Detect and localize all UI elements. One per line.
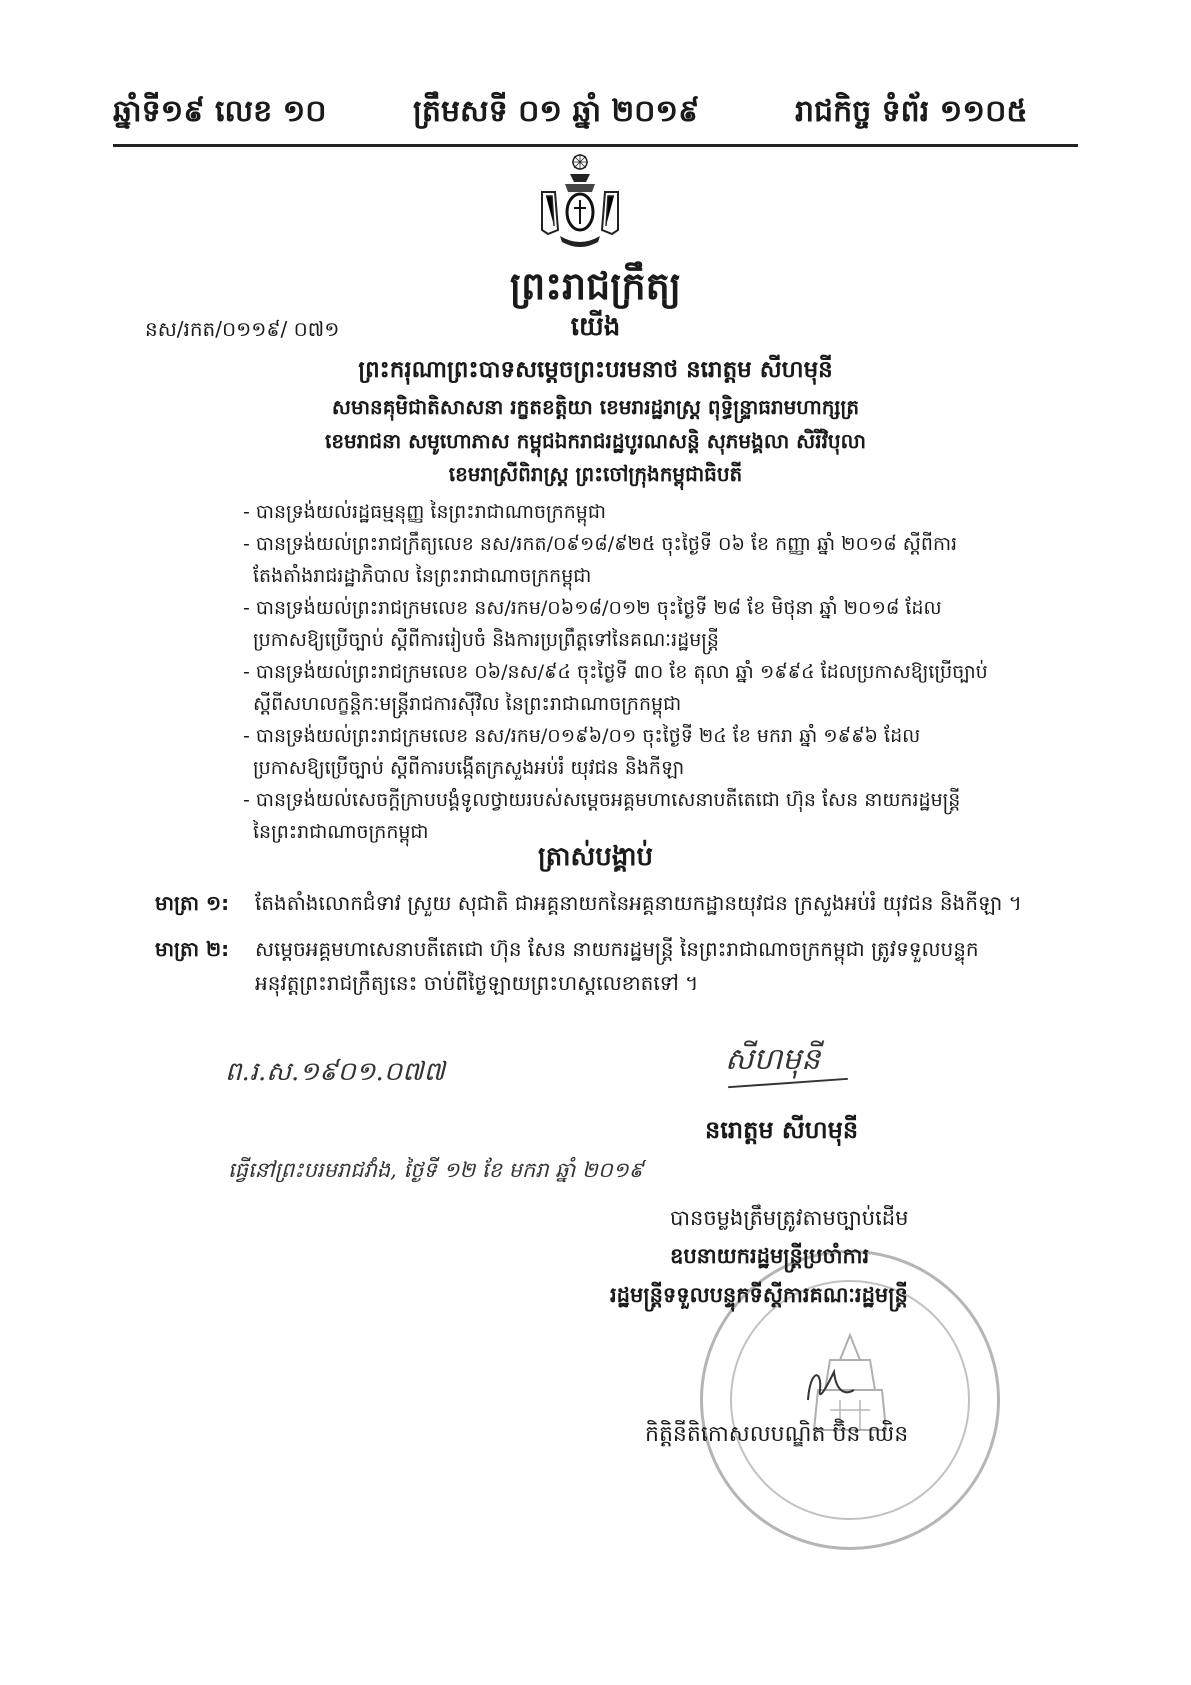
considerations-list — [243, 496, 1073, 848]
consideration-line: - បានទ្រង់យល់ព្រះរាជក្រមលេខ នស/រកម/០១៩៦/០១ ចុះថ្ងៃទី ២៤ ខែ មករា ឆ្នាំ ១៩៩៦ ដែល — [243, 725, 921, 747]
article-1 — [155, 886, 1022, 920]
consideration-item — [243, 528, 1073, 592]
royal-arms-emblem — [520, 152, 640, 252]
minister-signature — [800, 1360, 860, 1410]
consideration-line: តែងតាំងរាជរដ្ឋាភិបាល នៃព្រះរាជាណាចក្រកម្ពុជា — [253, 565, 592, 587]
minister-name: កិត្តិនីតិកោសលបណ្ឌិត ប៊ិន ឈិន — [645, 1422, 909, 1447]
handwritten-registration-number: ព.រ.ស.១៩០១.០៧៧ — [225, 1057, 445, 1087]
consideration-item — [243, 720, 1073, 784]
article-line: អនុវត្តព្រះរាជក្រឹត្យនេះ ចាប់ពីថ្ងៃឡាយព្រះហស្តលេខាតទៅ ។ — [255, 971, 699, 995]
place-and-date: ធ្វើនៅព្រះបរមរាជវាំង, ថ្ងៃទី ១២ ខែ មករា ឆ្នាំ ២០១៩ — [228, 1158, 644, 1182]
consideration-line: - បានទ្រង់យល់ព្រះរាជក្រមលេខ ០៦/នស/៩៤ ចុះថ្ងៃទី ៣០ ខែ តុលា ឆ្នាំ ១៩៩៤ ដែលប្រកាសឱ្យប្រើច្បាប់ — [243, 661, 988, 683]
article-label: មាត្រា ១: — [155, 891, 230, 915]
consideration-line: ប្រកាសឱ្យប្រើច្បាប់ ស្តីពីការបង្កើតក្រសួងអប់រំ យុវជន និងកីឡា — [253, 757, 685, 779]
consideration-item — [243, 592, 1073, 656]
royal-signature: សីហមុនី — [725, 1042, 821, 1077]
gazette-page: រាជកិច្ច ទំព័រ ១១០៥ — [795, 94, 1028, 129]
article-text — [255, 932, 979, 1000]
document-title: ព្រះរាជក្រឹត្យ — [509, 264, 682, 308]
article-2 — [155, 932, 979, 1000]
consideration-item — [243, 496, 1073, 528]
article-line: សម្តេចអគ្គមហាសេនាបតីតេជោ ហ៊ុន សែន នាយករដ្ឋមន្ត្រី នៃព្រះរាជាណាចក្រកម្ពុជា ត្រូវទទួលបន្ទុក — [255, 937, 979, 961]
decree-reference-number: នស/រកត/០១១៩/ ០៧១ — [145, 317, 340, 341]
king-title-line-2: សមានគុមិជាតិសាសនា រក្ខតខត្តិយា ខេមរារដ្ឋរាស្ត្រ ពុទ្ធិន្ទ្រាធរាមហាក្សត្រ — [331, 395, 860, 419]
consideration-line: ប្រកាសឱ្យប្រើច្បាប់ ស្តីពីការរៀបចំ និងការប្រព្រឹត្តទៅនៃគណៈរដ្ឋមន្ត្រី — [253, 629, 719, 651]
certification-copy-line: បានចម្លងត្រឹមត្រូវតាមច្បាប់ដើម — [670, 1206, 909, 1230]
header-rule — [113, 144, 1078, 147]
king-title-line-4: ខេមរាស្រីពិរាស្ត្រ ព្រះចៅក្រុងកម្ពុជាធិបតី — [448, 462, 743, 486]
article-text: តែងតាំងលោកជំទាវ ស្រួយ សុជាតិ ជាអគ្គនាយកនៃអគ្គនាយកដ្ឋានយុវជន ក្រសួងអប់រំ យុវជន និងកីឡា ។ — [255, 891, 1022, 915]
certification-deputy-pm: ឧបនាយករដ្ឋមន្ត្រីប្រចាំការ — [670, 1244, 870, 1268]
king-title-line-3: ខេមរាជនា សមូហោភាស កម្ពុជឯករាជរដ្ឋបូរណសន្តិ សុភមង្គលា សិរីវិបុលា — [324, 429, 867, 453]
consideration-line: ស្តីពីសហលក្ខន្តិកៈមន្ត្រីរាជការស៊ីវិល នៃព្រះរាជាណាចក្រកម្ពុជា — [253, 693, 682, 715]
gazette-year-issue: ឆ្នាំទី១៩ លេខ ១០ — [113, 94, 327, 129]
consideration-line: - បានទ្រង់យល់ព្រះរាជក្រឹត្យលេខ នស/រកត/០៩១៨/៩២៥ ចុះថ្ងៃទី ០៦ ខែ កញ្ញា ឆ្នាំ ២០១៨ ស្តីពីការ — [243, 533, 958, 555]
consideration-item — [243, 784, 1073, 848]
king-title-line-1: ព្រះករុណាព្រះបាទសម្តេចព្រះបរមនាថ នរោត្តម សីហមុនី — [358, 357, 833, 383]
article-label: មាត្រា ២: — [155, 937, 230, 961]
gazette-date: ត្រឹមសទី ០១ ឆ្នាំ ២០១៩ — [413, 94, 700, 129]
consideration-line: - បានទ្រង់យល់រដ្ឋធម្មនុញ្ញ នៃព្រះរាជាណាចក្រកម្ពុជា — [243, 501, 606, 523]
king-name: នរោត្តម សីហមុនី — [705, 1116, 859, 1144]
consideration-item — [243, 656, 1073, 720]
we-heading: យើង — [570, 312, 621, 342]
consideration-line: - បានទ្រង់យល់ព្រះរាជក្រមលេខ នស/រកម/០៦១៨/០១២ ចុះថ្ងៃទី ២៨ ខែ មិថុនា ឆ្នាំ ២០១៨ ដែល — [243, 597, 942, 619]
certification-minister-title: រដ្ឋមន្ត្រីទទួលបន្ទុកទីស្តីការគណៈរដ្ឋមន្ត្រី — [610, 1283, 908, 1307]
decree-heading: ត្រាស់បង្គាប់ — [537, 842, 654, 872]
consideration-line: នៃព្រះរាជាណាចក្រកម្ពុជា — [253, 821, 429, 843]
consideration-line: - បានទ្រង់យល់សេចក្តីក្រាបបង្គំទូលថ្វាយរបស់សម្តេចអគ្គមហាសេនាបតីតេជោ ហ៊ុន សែន នាយករដ្ឋមន្ត្រី — [243, 789, 961, 811]
